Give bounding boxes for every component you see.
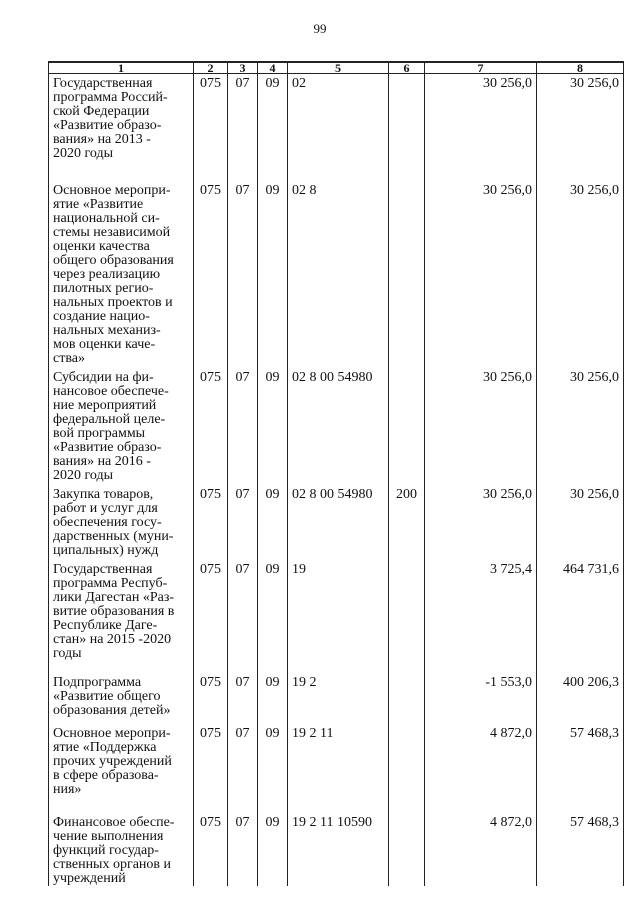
cell-c6: 200 [389,485,425,560]
item-name-line: «Развитие образо- [53,118,162,133]
item-name-cell [49,485,194,560]
cell-c6 [389,181,425,368]
cell-c8: 464 731,6 [537,560,624,673]
cell-c7: 4 872,0 [425,813,537,886]
cell-c4: 09 [258,673,288,724]
item-name-line: оценки качества [53,238,150,254]
cell-c2: 075 [194,181,228,368]
item-name-line: годы [53,645,82,661]
cell-c6 [389,673,425,724]
cell-c5: 19 [288,560,389,673]
cell-c5: 02 [288,74,389,181]
cell-c8: 57 468,3 [537,813,624,886]
item-name-line: ятие «Поддержка [53,739,157,755]
cell-c6 [389,368,425,485]
cell-c2: 075 [194,560,228,673]
table-row [49,181,624,368]
item-name-line: вания» на 2016 - [53,453,151,469]
item-name-line: обеспечения госу- [53,514,162,530]
cell-c3: 07 [228,74,258,181]
item-name-line: через реализацию [53,266,161,282]
item-name-cell [49,724,194,813]
item-name-line: общего образования [53,252,174,268]
table-row [49,724,624,813]
budget-table [48,61,624,886]
item-name-cell [49,560,194,673]
item-name-line: нальных механиз- [53,322,161,338]
column-header-8: 8 [537,62,624,74]
column-header-2: 2 [194,62,228,74]
cell-c6 [389,560,425,673]
item-name-line: нальных проектов и [53,294,173,310]
item-name-cell [49,673,194,724]
cell-c3: 07 [228,813,258,886]
table-row [49,560,624,673]
cell-c4: 09 [258,485,288,560]
item-name-line: чение выполнения [53,828,164,844]
cell-c2: 075 [194,724,228,813]
item-name-cell [49,74,194,181]
item-name-line: 2020 годы [53,467,114,483]
cell-c4: 09 [258,560,288,673]
item-name-line: мов оценки каче- [53,336,156,352]
item-name-line: лики Дагестан «Раз- [53,589,175,605]
cell-c7: -1 553,0 [425,673,537,724]
cell-c3: 07 [228,181,258,368]
column-header-row [49,62,624,74]
item-name-line: образования детей» [53,702,171,718]
item-name-cell [49,368,194,485]
item-name-line: дарственных (муни- [53,528,174,544]
column-header-1: 1 [49,62,194,74]
item-name-line: прочих учреждений [53,753,172,769]
item-name-line: функций государ- [53,842,159,858]
cell-c8: 30 256,0 [537,181,624,368]
item-name-line: работ и услуг для [53,500,158,516]
column-header-7: 7 [425,62,537,74]
cell-c7: 30 256,0 [425,368,537,485]
item-name-line: «Развитие общего [53,688,161,704]
item-name-line: Государственная [53,561,153,577]
cell-c7: 30 256,0 [425,74,537,181]
cell-c3: 07 [228,673,258,724]
item-name-line: национальной си- [53,210,160,226]
table-body [49,74,624,886]
cell-c3: 07 [228,724,258,813]
item-name-line: ства» [53,350,85,366]
item-name-line: стан» на 2015 -2020 [53,631,172,647]
cell-c2: 075 [194,74,228,181]
cell-c8: 30 256,0 [537,368,624,485]
cell-c4: 09 [258,181,288,368]
cell-c2: 075 [194,813,228,886]
table-row [49,485,624,560]
item-name-line: Финансовое обеспе- [53,814,175,830]
cell-c5: 02 8 00 54980 [288,485,389,560]
cell-c5: 19 2 11 [288,724,389,813]
cell-c3: 07 [228,485,258,560]
item-name-line: ципальных) нужд [53,542,159,558]
item-name-line: программа Респуб- [53,575,168,591]
item-name-line: Основное меропри- [53,182,171,198]
cell-c3: 07 [228,368,258,485]
item-name-line: программа Россий- [53,90,168,105]
cell-c7: 3 725,4 [425,560,537,673]
cell-c5: 02 8 [288,181,389,368]
column-header-3: 3 [228,62,258,74]
cell-c3: 07 [228,560,258,673]
item-name-line: ния» [53,781,82,797]
item-name-line: нансовое обеспече- [53,383,169,399]
cell-c7: 4 872,0 [425,724,537,813]
cell-c2: 075 [194,368,228,485]
table-row [49,74,624,181]
item-name-line: Субсидии на фи- [53,369,154,385]
item-name-line: Подпрограмма [53,674,142,690]
page-number: 99 [313,21,327,36]
item-name-line: «Развитие образо- [53,439,162,455]
cell-c2: 075 [194,673,228,724]
cell-c4: 09 [258,724,288,813]
table-row [49,813,624,886]
item-name-line: Государственная [53,76,153,91]
cell-c5: 02 8 00 54980 [288,368,389,485]
cell-c7: 30 256,0 [425,181,537,368]
cell-c6 [389,813,425,886]
item-name-line: витие образования в [53,603,175,619]
cell-c6 [389,724,425,813]
item-name-line: ние мероприятий [53,397,157,413]
cell-c4: 09 [258,813,288,886]
item-name-line: стемы независимой [53,224,171,240]
cell-c6 [389,74,425,181]
cell-c4: 09 [258,368,288,485]
table-row [49,673,624,724]
item-name-line: Республике Даге- [53,617,158,633]
item-name-line: вания» на 2013 - [53,132,151,147]
item-name-line: ятие «Развитие [53,196,144,212]
cell-c5: 19 2 11 10590 [288,813,389,886]
item-name-line: ской Федерации [53,104,150,119]
column-header-6: 6 [389,62,425,74]
cell-c7: 30 256,0 [425,485,537,560]
cell-c2: 075 [194,485,228,560]
cell-c8: 30 256,0 [537,485,624,560]
table-row [49,368,624,485]
cell-c8: 400 206,3 [537,673,624,724]
item-name-line: Основное меропри- [53,725,171,741]
item-name-line: ственных органов и [53,856,172,872]
cell-c5: 19 2 [288,673,389,724]
item-name-line: федеральной целе- [53,411,166,427]
cell-c8: 30 256,0 [537,74,624,181]
item-name-line: Закупка товаров, [53,486,154,502]
column-header-5: 5 [288,62,389,74]
column-header-4: 4 [258,62,288,74]
item-name-cell [49,181,194,368]
item-name-line: создание нацио- [53,308,150,324]
item-name-line: в сфере образова- [53,767,159,783]
item-name-cell [49,813,194,886]
item-name-line: вой программы [53,425,146,441]
cell-c4: 09 [258,74,288,181]
item-name-line: учреждений [53,870,126,886]
item-name-line: пилотных регио- [53,280,154,296]
item-name-line: 2020 годы [53,146,114,161]
cell-c8: 57 468,3 [537,724,624,813]
